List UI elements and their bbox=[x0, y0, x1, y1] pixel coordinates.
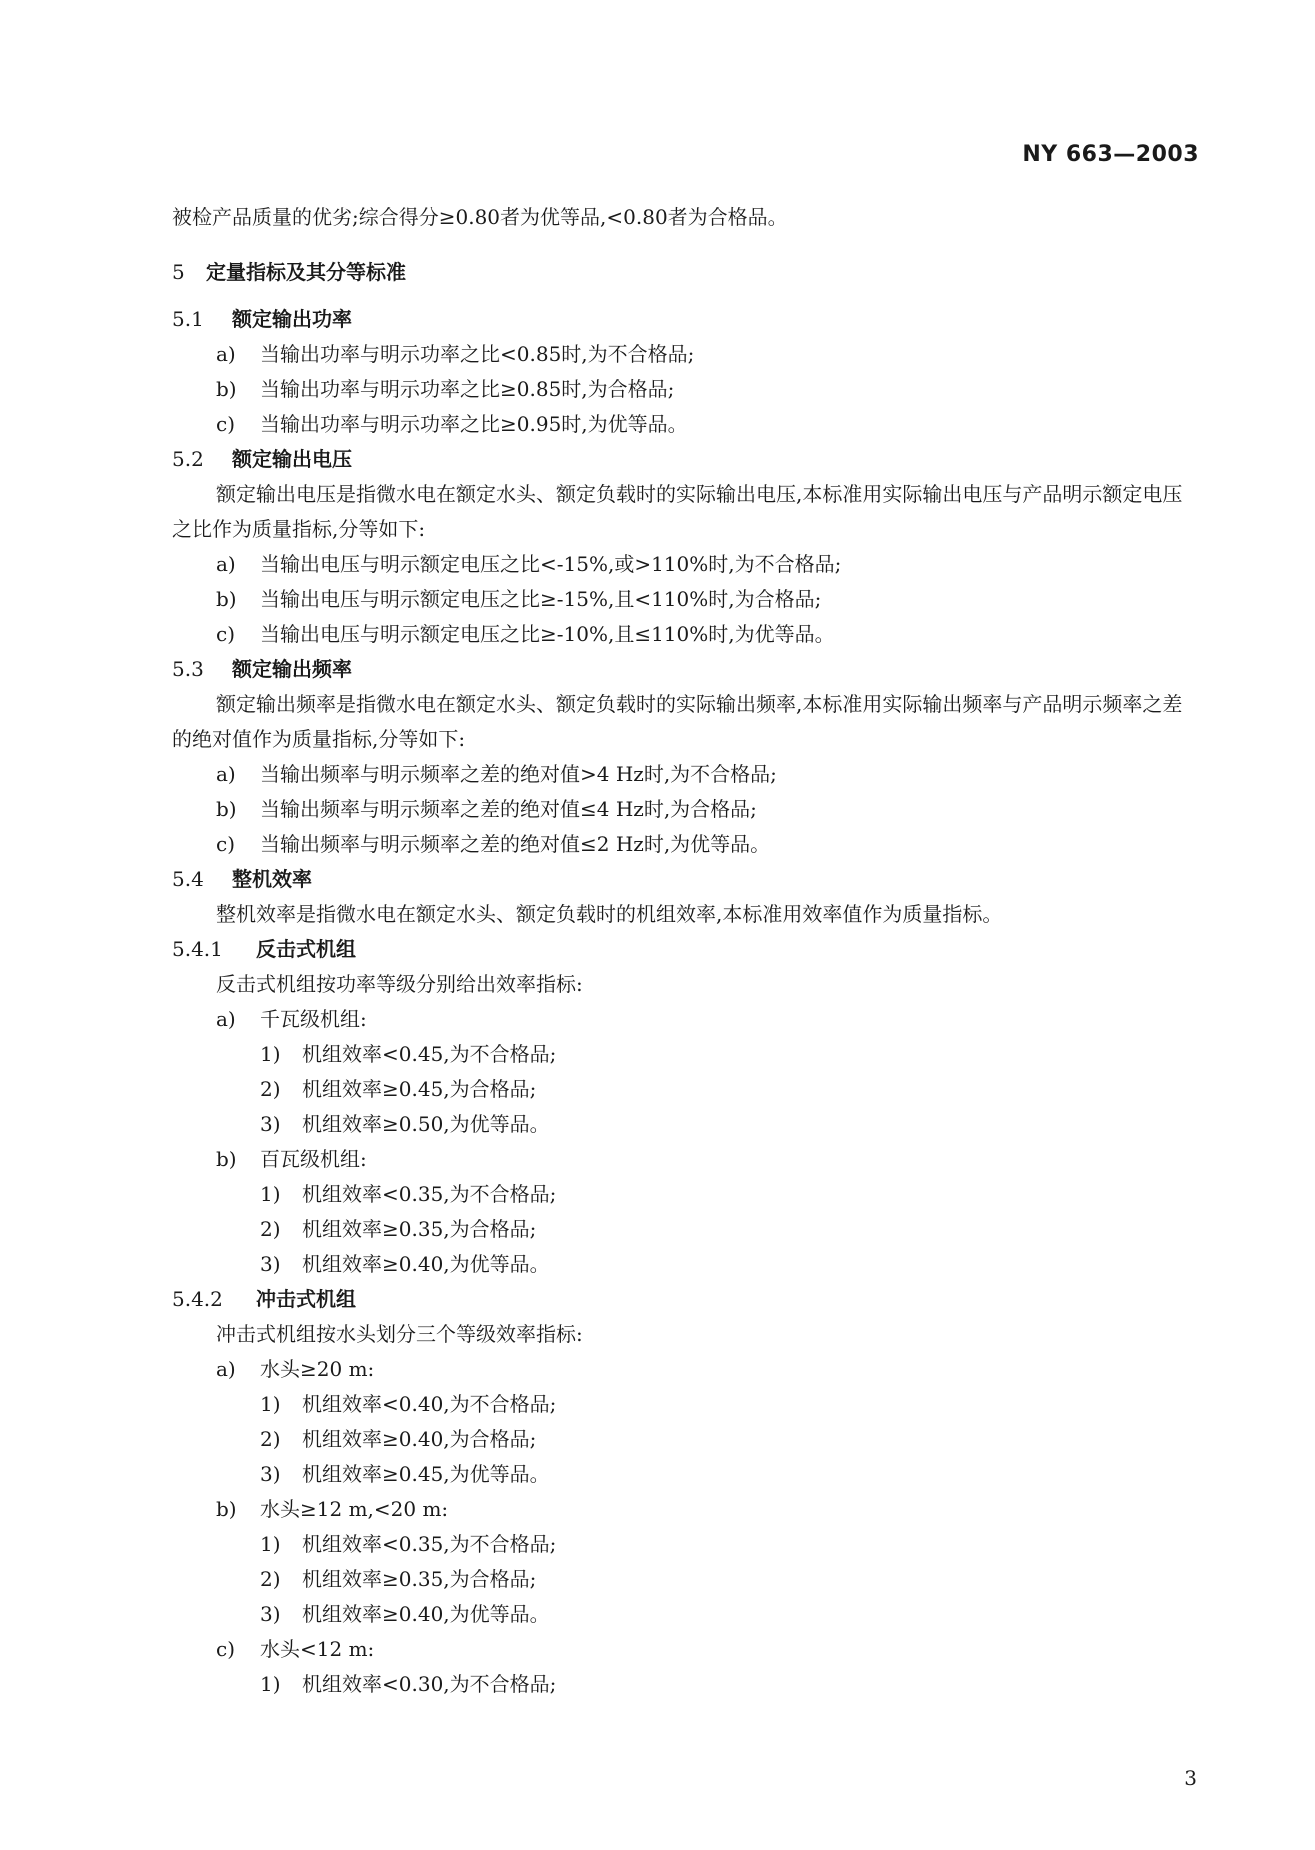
item-label: 2) bbox=[260, 1217, 281, 1241]
item-label: 1) bbox=[260, 1042, 281, 1066]
item-text: 机组效率<0.45,为不合格品; bbox=[302, 1042, 557, 1066]
section-number: 5.2 bbox=[172, 447, 204, 471]
item-label: b) bbox=[216, 1497, 237, 1521]
list-item bbox=[172, 372, 1202, 407]
list-item bbox=[172, 827, 1202, 862]
item-text: 机组效率≥0.45,为合格品; bbox=[302, 1077, 537, 1101]
item-text: 机组效率≥0.45,为优等品。 bbox=[302, 1462, 550, 1486]
item-text: 当输出电压与明示额定电压之比≥-10%,且≤110%时,为优等品。 bbox=[260, 622, 835, 646]
section-title: 额定输出电压 bbox=[232, 447, 352, 471]
item-text: 当输出频率与明示频率之差的绝对值≤4 Hz时,为合格品; bbox=[260, 797, 757, 821]
sub-list-item bbox=[172, 1597, 1202, 1632]
list-item bbox=[172, 337, 1202, 372]
item-text: 机组效率≥0.50,为优等品。 bbox=[302, 1112, 550, 1136]
item-label: c) bbox=[216, 1637, 236, 1661]
section-5-4-1-heading bbox=[172, 932, 1202, 967]
section-title: 定量指标及其分等标准 bbox=[206, 260, 406, 284]
section-title: 额定输出功率 bbox=[232, 307, 352, 331]
sub-list-item bbox=[172, 1667, 1202, 1702]
section-number: 5.4 bbox=[172, 867, 204, 891]
item-text: 当输出功率与明示功率之比<0.85时,为不合格品; bbox=[260, 342, 695, 366]
item-text: 当输出频率与明示频率之差的绝对值≤2 Hz时,为优等品。 bbox=[260, 832, 771, 856]
item-label: 2) bbox=[260, 1427, 281, 1451]
section-title: 额定输出频率 bbox=[232, 657, 352, 681]
section-number: 5.4.1 bbox=[172, 937, 223, 961]
document-body bbox=[172, 200, 1202, 1702]
list-item bbox=[172, 407, 1202, 442]
sub-list-item bbox=[172, 1422, 1202, 1457]
item-text: 水头≥20 m: bbox=[260, 1357, 375, 1381]
item-label: b) bbox=[216, 377, 237, 401]
page-number: 3 bbox=[1184, 1766, 1197, 1790]
item-label: b) bbox=[216, 797, 237, 821]
item-text: 当输出电压与明示额定电压之比<-15%,或>110%时,为不合格品; bbox=[260, 552, 842, 576]
item-label: b) bbox=[216, 587, 237, 611]
section-paragraph: 额定输出电压是指微水电在额定水头、额定负载时的实际输出电压,本标准用实际输出电压与产品明示额定电压之比作为质量指标,分等如下: bbox=[172, 482, 1183, 541]
item-text: 机组效率≥0.40,为合格品; bbox=[302, 1427, 537, 1451]
item-text: 机组效率<0.30,为不合格品; bbox=[302, 1672, 557, 1696]
item-text: 当输出功率与明示功率之比≥0.95时,为优等品。 bbox=[260, 412, 688, 436]
item-label: a) bbox=[216, 552, 236, 576]
item-label: a) bbox=[216, 762, 236, 786]
section-number: 5.1 bbox=[172, 307, 204, 331]
item-label: 3) bbox=[260, 1602, 281, 1626]
item-text: 机组效率≥0.40,为优等品。 bbox=[302, 1602, 550, 1626]
item-text: 机组效率<0.35,为不合格品; bbox=[302, 1532, 557, 1556]
item-label: c) bbox=[216, 832, 236, 856]
section-5-3-heading bbox=[172, 652, 1202, 687]
section-title: 反击式机组 bbox=[256, 937, 356, 961]
sub-list-item bbox=[172, 1072, 1202, 1107]
item-label: a) bbox=[216, 1007, 236, 1031]
item-label: 2) bbox=[260, 1567, 281, 1591]
list-item bbox=[172, 757, 1202, 792]
section-5-4-2-heading bbox=[172, 1282, 1202, 1317]
section-5-4-heading bbox=[172, 862, 1202, 897]
item-label: 3) bbox=[260, 1462, 281, 1486]
section-number: 5.4.2 bbox=[172, 1287, 223, 1311]
sub-list-item bbox=[172, 1527, 1202, 1562]
item-label: 1) bbox=[260, 1392, 281, 1416]
section-title: 冲击式机组 bbox=[256, 1287, 356, 1311]
item-text: 当输出电压与明示额定电压之比≥-15%,且<110%时,为合格品; bbox=[260, 587, 822, 611]
list-item bbox=[172, 1002, 1202, 1037]
item-text: 机组效率<0.35,为不合格品; bbox=[302, 1182, 557, 1206]
item-label: 3) bbox=[260, 1112, 281, 1136]
sub-list-item bbox=[172, 1247, 1202, 1282]
section-paragraph: 整机效率是指微水电在额定水头、额定负载时的机组效率,本标准用效率值作为质量指标。 bbox=[216, 902, 1003, 926]
sub-list-item bbox=[172, 1562, 1202, 1597]
item-text: 水头≥12 m,<20 m: bbox=[260, 1497, 449, 1521]
item-label: b) bbox=[216, 1147, 237, 1171]
section-paragraph: 反击式机组按功率等级分别给出效率指标: bbox=[216, 972, 583, 996]
list-item bbox=[172, 792, 1202, 827]
section-paragraph: 冲击式机组按水头划分三个等级效率指标: bbox=[216, 1322, 583, 1346]
section-5-heading bbox=[172, 255, 1202, 290]
sub-list-item bbox=[172, 1457, 1202, 1492]
item-text: 机组效率≥0.40,为优等品。 bbox=[302, 1252, 550, 1276]
item-label: c) bbox=[216, 412, 236, 436]
item-label: 1) bbox=[260, 1672, 281, 1696]
item-text: 机组效率≥0.35,为合格品; bbox=[302, 1567, 537, 1591]
item-text: 当输出频率与明示频率之差的绝对值>4 Hz时,为不合格品; bbox=[260, 762, 777, 786]
item-text: 百瓦级机组: bbox=[260, 1147, 367, 1171]
section-number: 5.3 bbox=[172, 657, 204, 681]
item-text: 机组效率≥0.35,为合格品; bbox=[302, 1217, 537, 1241]
list-item bbox=[172, 1142, 1202, 1177]
item-text: 水头<12 m: bbox=[260, 1637, 375, 1661]
section-number: 5 bbox=[172, 260, 185, 284]
item-label: a) bbox=[216, 1357, 236, 1381]
item-label: c) bbox=[216, 622, 236, 646]
list-item bbox=[172, 1632, 1202, 1667]
section-title: 整机效率 bbox=[232, 867, 312, 891]
item-label: 1) bbox=[260, 1532, 281, 1556]
item-label: 2) bbox=[260, 1077, 281, 1101]
sub-list-item bbox=[172, 1387, 1202, 1422]
list-item bbox=[172, 617, 1202, 652]
item-text: 千瓦级机组: bbox=[260, 1007, 367, 1031]
section-5-1-heading bbox=[172, 302, 1202, 337]
sub-list-item bbox=[172, 1212, 1202, 1247]
document-code: NY 663—2003 bbox=[1022, 142, 1199, 167]
list-item bbox=[172, 582, 1202, 617]
item-text: 当输出功率与明示功率之比≥0.85时,为合格品; bbox=[260, 377, 675, 401]
item-text: 机组效率<0.40,为不合格品; bbox=[302, 1392, 557, 1416]
sub-list-item bbox=[172, 1037, 1202, 1072]
section-paragraph: 额定输出频率是指微水电在额定水头、额定负载时的实际输出频率,本标准用实际输出频率与产品明示频率之差的绝对值作为质量指标,分等如下: bbox=[172, 692, 1183, 751]
item-label: 3) bbox=[260, 1252, 281, 1276]
sub-list-item bbox=[172, 1107, 1202, 1142]
list-item bbox=[172, 1352, 1202, 1387]
item-label: 1) bbox=[260, 1182, 281, 1206]
list-item bbox=[172, 1492, 1202, 1527]
section-5-2-heading bbox=[172, 442, 1202, 477]
list-item bbox=[172, 547, 1202, 582]
item-label: a) bbox=[216, 342, 236, 366]
sub-list-item bbox=[172, 1177, 1202, 1212]
intro-paragraph: 被检产品质量的优劣;综合得分≥0.80者为优等品,<0.80者为合格品。 bbox=[172, 205, 788, 229]
